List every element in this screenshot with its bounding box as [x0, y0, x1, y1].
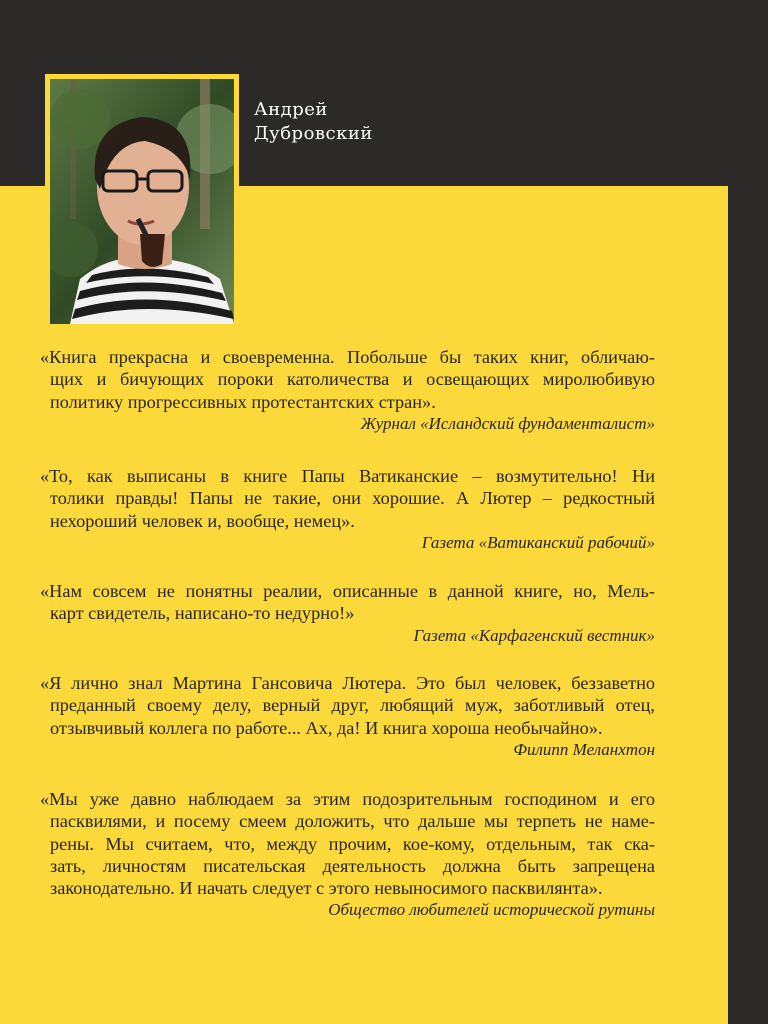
quote-line: зать, личностям писательская деятельность должна быть запрещена: [50, 855, 655, 876]
quote-source: Газета «Карфагенский вестник»: [413, 625, 655, 645]
quote-4: [0, 672, 655, 761]
quote-1: [0, 346, 655, 435]
quote-line: нехороший человек и, вообще, немец».: [50, 510, 355, 531]
quote-line: «Нам совсем не понятны реалии, описанные в данной книге, но, Мель-: [40, 581, 655, 601]
quote-line: законодательно. И начать следует с этого невыносимого пасквилянта».: [50, 878, 603, 899]
quote-source: Филипп Меланхтон: [513, 739, 655, 759]
author-first-name: Андрей: [254, 99, 328, 120]
quote-5: [0, 788, 655, 921]
quote-line: пасквилями, и посему смеем доложить, что дальше мы терпеть не наме-: [50, 811, 655, 832]
quote-source: Общество любителей исторической рутины: [328, 900, 655, 920]
author-last-name: Дубровский: [254, 123, 373, 144]
quote-line: «Книга прекрасна и своевременна. Побольше бы таких книг, обличаю-: [40, 347, 655, 367]
quote-source: Журнал «Исландский фундаменталист»: [360, 413, 655, 433]
quote-source: Газета «Ватиканский рабочий»: [421, 532, 655, 552]
quote-line: преданный своему делу, верный друг, любящий муж, заботливый отец,: [50, 695, 655, 716]
author-name: [254, 98, 373, 146]
quote-line: «Мы уже давно наблюдаем за этим подозрительным господином и его: [40, 789, 655, 809]
quote-text: [40, 788, 655, 899]
quote-line: карт свидетель, написано-то недурно!»: [50, 603, 355, 624]
quote-line: толики правды! Папы не такие, они хорошие. А Лютер – редкостный: [50, 488, 655, 509]
author-photo: [50, 79, 234, 324]
quote-line: отзывчивый коллега по работе... Ах, да! И книга хороша необычайно».: [50, 717, 603, 738]
quote-line: «То, как выписаны в книге Папы Ватиканские – возмутительно! Ни: [40, 466, 655, 486]
quote-2: [0, 465, 655, 554]
quote-line: политику прогрессивных протестантских стран».: [50, 391, 436, 412]
author-portrait-image: [50, 79, 234, 324]
quote-line: щих и бичующих пороки католичества и освещающих миролюбивую: [50, 369, 655, 390]
quote-3: [0, 580, 655, 647]
quote-text: [40, 465, 655, 532]
quote-line: «Я лично знал Мартина Гансовича Лютера. Это был человек, беззаветно: [40, 673, 655, 693]
quote-line: рены. Мы считаем, что, между прочим, кое-кому, отдельным, так ска-: [50, 833, 655, 854]
quote-text: [40, 672, 655, 739]
author-photo-frame: [45, 74, 239, 329]
quote-text: [40, 346, 655, 413]
quote-text: [40, 580, 655, 625]
